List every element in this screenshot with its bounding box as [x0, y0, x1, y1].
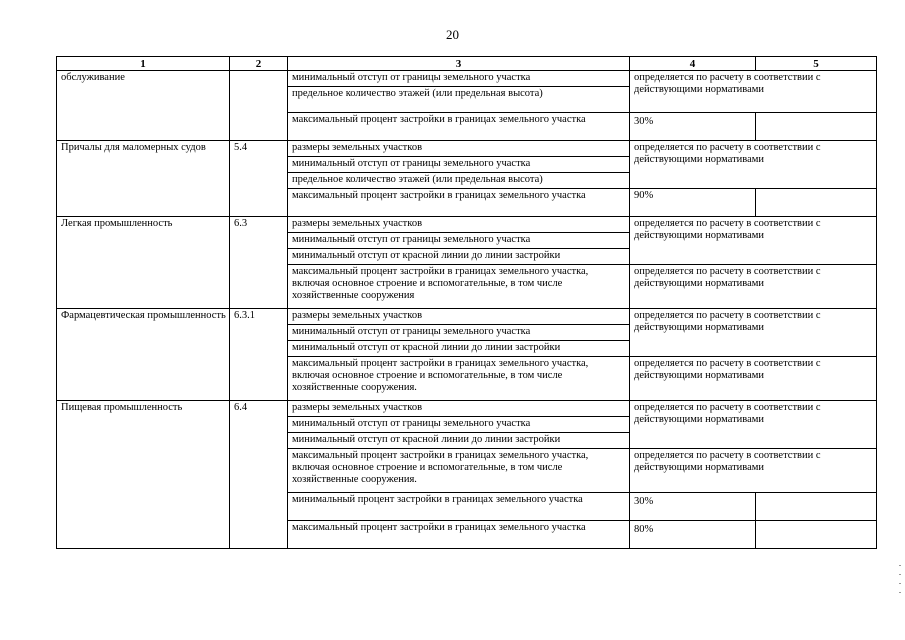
parameter-cell: минимальный отступ от красной линии до линии застройки [288, 433, 630, 449]
parameter-cell: минимальный отступ от границы земельного участка [288, 325, 630, 341]
parameter-cell: максимальный процент застройки в границах земельного участка, включая основное строение и вспомогательные, в том числе хозяйственные сооружения. [288, 357, 630, 401]
parameter-cell: размеры земельных участков [288, 401, 630, 417]
parameter-cell: минимальный процент застройки в границах земельного участка [288, 493, 630, 521]
regulations-table [56, 56, 877, 549]
scan-artifact-marks [898, 565, 902, 605]
value-cell: определяется по расчету в соответствии с действующими нормативами [630, 309, 877, 357]
value-cell: определяется по расчету в соответствии с действующими нормативами [630, 217, 877, 265]
table-row [57, 71, 877, 87]
parameter-cell: минимальный отступ от границы земельного участка [288, 233, 630, 249]
table-row [57, 309, 877, 325]
land-use-name: Причалы для маломерных судов [57, 141, 230, 217]
parameter-cell: размеры земельных участков [288, 141, 630, 157]
land-use-code: 6.3.1 [230, 309, 288, 401]
value-cell: определяется по расчету в соответствии с действующими нормативами [630, 401, 877, 449]
column-header: 5 [756, 57, 877, 71]
empty-cell [756, 113, 877, 141]
value-cell: определяется по расчету в соответствии с действующими нормативами [630, 141, 877, 189]
parameter-cell: минимальный отступ от границы земельного участка [288, 417, 630, 433]
parameter-cell: максимальный процент застройки в границах земельного участка [288, 189, 630, 217]
column-header: 1 [57, 57, 230, 71]
value-cell: 30% [630, 113, 756, 141]
land-use-code: 6.3 [230, 217, 288, 309]
column-header: 3 [288, 57, 630, 71]
table-row [57, 217, 877, 233]
value-cell: определяется по расчету в соответствии с действующими нормативами [630, 71, 877, 113]
page-number: 20 [446, 27, 459, 42]
land-use-code: 6.4 [230, 401, 288, 549]
table-row [57, 401, 877, 417]
land-use-code: 5.4 [230, 141, 288, 217]
value-cell: 90% [630, 189, 756, 217]
value-cell: определяется по расчету в соответствии с действующими нормативами [630, 357, 877, 401]
land-use-code [230, 71, 288, 141]
parameter-cell: минимальный отступ от границы земельного участка [288, 71, 630, 87]
column-header: 4 [630, 57, 756, 71]
parameter-cell: минимальный отступ от границы земельного участка [288, 157, 630, 173]
parameter-cell: максимальный процент застройки в границах земельного участка, включая основное строение и вспомогательные, в том числе хозяйственные сооружения. [288, 449, 630, 493]
land-use-name: Пищевая промышленность [57, 401, 230, 549]
table-row [57, 141, 877, 157]
parameter-cell: максимальный процент застройки в границах земельного участка, включая основное строение и вспомогательные, в том числе хозяйственные сооружения [288, 265, 630, 309]
empty-cell [756, 493, 877, 521]
land-use-name: Фармацевтическая промышленность [57, 309, 230, 401]
value-cell: определяется по расчету в соответствии с действующими нормативами [630, 265, 877, 309]
parameter-cell: максимальный процент застройки в границах земельного участка [288, 113, 630, 141]
land-use-name: обслуживание [57, 71, 230, 141]
parameter-cell: предельное количество этажей (или предельная высота) [288, 173, 630, 189]
empty-cell [756, 521, 877, 549]
value-cell: 30% [630, 493, 756, 521]
parameter-cell: размеры земельных участков [288, 309, 630, 325]
column-header: 2 [230, 57, 288, 71]
parameter-cell: размеры земельных участков [288, 217, 630, 233]
land-use-name: Легкая промышленность [57, 217, 230, 309]
parameter-cell: минимальный отступ от красной линии до линии застройки [288, 341, 630, 357]
header-row [57, 57, 877, 71]
parameter-cell: максимальный процент застройки в границах земельного участка [288, 521, 630, 549]
parameter-cell: минимальный отступ от красной линии до линии застройки [288, 249, 630, 265]
empty-cell [756, 189, 877, 217]
value-cell: определяется по расчету в соответствии с действующими нормативами [630, 449, 877, 493]
parameter-cell: предельное количество этажей (или предельная высота) [288, 87, 630, 113]
value-cell: 80% [630, 521, 756, 549]
